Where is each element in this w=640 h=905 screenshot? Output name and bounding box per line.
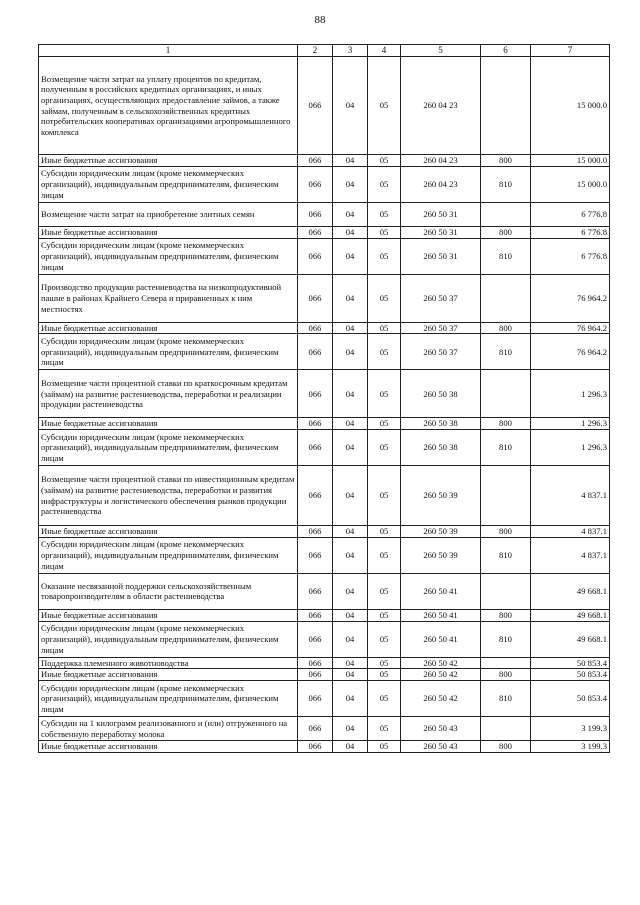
table-row — [39, 418, 610, 430]
row-name-cell: Производство продукции растениеводства на низкопродуктивной пашне в районах Крайнего Севера и приравненных к ним местностях — [39, 274, 298, 322]
section-cell: 04 — [333, 681, 368, 717]
amount-cell: 6 776.8 — [531, 226, 610, 238]
column-header: 7 — [531, 45, 610, 57]
table-row — [39, 573, 610, 609]
row-name-cell: Иные бюджетные ассигнования — [39, 669, 298, 681]
subsection-cell: 05 — [368, 334, 401, 370]
amount-cell: 3 199.3 — [531, 717, 610, 741]
amount-cell: 6 776.8 — [531, 238, 610, 274]
subsection-cell: 05 — [368, 621, 401, 657]
target-article-cell: 260 50 38 — [401, 430, 481, 466]
amount-cell: 1 296.3 — [531, 418, 610, 430]
target-article-cell: 260 50 43 — [401, 717, 481, 741]
amount-cell: 4 837.1 — [531, 466, 610, 526]
subsection-cell: 05 — [368, 57, 401, 155]
admin-code-cell: 066 — [298, 418, 333, 430]
section-cell: 04 — [333, 573, 368, 609]
subsection-cell: 05 — [368, 322, 401, 334]
row-name-cell: Субсидии юридическим лицам (кроме некоммерческих организаций), индивидуальным предпринимателям, физическим лицам — [39, 621, 298, 657]
column-header: 4 — [368, 45, 401, 57]
admin-code-cell: 066 — [298, 155, 333, 167]
expense-type-cell — [481, 370, 531, 418]
row-name-cell: Иные бюджетные ассигнования — [39, 226, 298, 238]
target-article-cell: 260 50 42 — [401, 681, 481, 717]
table-row — [39, 57, 610, 155]
admin-code-cell: 066 — [298, 669, 333, 681]
target-article-cell: 260 50 38 — [401, 370, 481, 418]
table-row — [39, 274, 610, 322]
expense-type-cell — [481, 202, 531, 226]
admin-code-cell: 066 — [298, 334, 333, 370]
target-article-cell: 260 04 23 — [401, 57, 481, 155]
target-article-cell: 260 04 23 — [401, 155, 481, 167]
expense-type-cell: 800 — [481, 155, 531, 167]
row-name-cell: Возмещение части затрат на приобретение элитных семян — [39, 202, 298, 226]
expense-type-cell: 810 — [481, 166, 531, 202]
amount-cell: 1 296.3 — [531, 430, 610, 466]
expense-type-cell: 810 — [481, 334, 531, 370]
expense-type-cell: 810 — [481, 537, 531, 573]
row-name-cell: Иные бюджетные ассигнования — [39, 418, 298, 430]
expense-type-cell — [481, 657, 531, 669]
amount-cell: 76 964.2 — [531, 322, 610, 334]
subsection-cell: 05 — [368, 657, 401, 669]
admin-code-cell: 066 — [298, 657, 333, 669]
section-cell: 04 — [333, 657, 368, 669]
admin-code-cell: 066 — [298, 466, 333, 526]
subsection-cell: 05 — [368, 155, 401, 167]
row-name-cell: Субсидии юридическим лицам (кроме некоммерческих организаций), индивидуальным предпринимателям, физическим лицам — [39, 238, 298, 274]
table-row — [39, 238, 610, 274]
table-row — [39, 466, 610, 526]
amount-cell: 6 776.8 — [531, 202, 610, 226]
admin-code-cell: 066 — [298, 57, 333, 155]
expense-type-cell: 800 — [481, 526, 531, 538]
table-row — [39, 226, 610, 238]
expense-type-cell — [481, 573, 531, 609]
amount-cell: 49 668.1 — [531, 609, 610, 621]
admin-code-cell: 066 — [298, 681, 333, 717]
column-header: 3 — [333, 45, 368, 57]
table-row — [39, 669, 610, 681]
target-article-cell: 260 50 38 — [401, 418, 481, 430]
row-name-cell: Поддержка племенного животноводства — [39, 657, 298, 669]
section-cell: 04 — [333, 717, 368, 741]
subsection-cell: 05 — [368, 166, 401, 202]
admin-code-cell: 066 — [298, 370, 333, 418]
subsection-cell: 05 — [368, 430, 401, 466]
admin-code-cell: 066 — [298, 526, 333, 538]
target-article-cell: 260 50 42 — [401, 669, 481, 681]
target-article-cell: 260 50 37 — [401, 334, 481, 370]
table-row — [39, 717, 610, 741]
expense-type-cell — [481, 717, 531, 741]
column-header: 1 — [39, 45, 298, 57]
table-row — [39, 430, 610, 466]
table-row — [39, 155, 610, 167]
subsection-cell: 05 — [368, 466, 401, 526]
expense-type-cell — [481, 466, 531, 526]
amount-cell: 76 964.2 — [531, 334, 610, 370]
table-row — [39, 537, 610, 573]
column-header: 2 — [298, 45, 333, 57]
subsection-cell: 05 — [368, 526, 401, 538]
admin-code-cell: 066 — [298, 573, 333, 609]
target-article-cell: 260 50 31 — [401, 226, 481, 238]
subsection-cell: 05 — [368, 238, 401, 274]
expense-type-cell: 810 — [481, 430, 531, 466]
subsection-cell: 05 — [368, 717, 401, 741]
subsection-cell: 05 — [368, 669, 401, 681]
admin-code-cell: 066 — [298, 717, 333, 741]
row-name-cell: Иные бюджетные ассигнования — [39, 322, 298, 334]
admin-code-cell: 066 — [298, 430, 333, 466]
target-article-cell: 260 04 23 — [401, 166, 481, 202]
table-row — [39, 202, 610, 226]
table-row — [39, 370, 610, 418]
table-row — [39, 621, 610, 657]
amount-cell: 15 000.0 — [531, 155, 610, 167]
target-article-cell: 260 50 42 — [401, 657, 481, 669]
row-name-cell: Субсидии юридическим лицам (кроме некоммерческих организаций), индивидуальным предпринимателям, физическим лицам — [39, 430, 298, 466]
budget-table — [38, 44, 610, 753]
row-name-cell: Иные бюджетные ассигнования — [39, 155, 298, 167]
row-name-cell: Возмещение части процентной ставки по инвестиционным кредитам (займам) на развитие растениеводства, переработки и развития инфраструктуры и логистического обеспечения рынков продукции растениеводства — [39, 466, 298, 526]
expense-type-cell: 800 — [481, 609, 531, 621]
target-article-cell: 260 50 39 — [401, 537, 481, 573]
row-name-cell: Оказание несвязанной поддержки сельскохозяйственным товаропроизводителям в области растениеводства — [39, 573, 298, 609]
table-row — [39, 334, 610, 370]
target-article-cell: 260 50 39 — [401, 526, 481, 538]
section-cell: 04 — [333, 741, 368, 753]
section-cell: 04 — [333, 669, 368, 681]
section-cell: 04 — [333, 621, 368, 657]
subsection-cell: 05 — [368, 537, 401, 573]
row-name-cell: Возмещение части затрат на уплату процентов по кредитам, полученным в российских кредитных организациях, и иных организациях, осуществляющих предоставление займов, а также займам, полученным в сельскохозяйственных кредитных потребительских кооперативах организациями агропромышленного комплекса — [39, 57, 298, 155]
row-name-cell: Иные бюджетные ассигнования — [39, 526, 298, 538]
subsection-cell: 05 — [368, 418, 401, 430]
target-article-cell: 260 50 37 — [401, 322, 481, 334]
table-body — [39, 57, 610, 753]
table-row — [39, 609, 610, 621]
table-row — [39, 322, 610, 334]
admin-code-cell: 066 — [298, 238, 333, 274]
section-cell: 04 — [333, 238, 368, 274]
target-article-cell: 260 50 31 — [401, 238, 481, 274]
expense-type-cell: 810 — [481, 681, 531, 717]
target-article-cell: 260 50 41 — [401, 621, 481, 657]
section-cell: 04 — [333, 274, 368, 322]
target-article-cell: 260 50 43 — [401, 741, 481, 753]
amount-cell: 50 853.4 — [531, 657, 610, 669]
admin-code-cell: 066 — [298, 621, 333, 657]
subsection-cell: 05 — [368, 202, 401, 226]
section-cell: 04 — [333, 202, 368, 226]
column-header: 6 — [481, 45, 531, 57]
expense-type-cell: 800 — [481, 226, 531, 238]
amount-cell: 4 837.1 — [531, 537, 610, 573]
column-header: 5 — [401, 45, 481, 57]
admin-code-cell: 066 — [298, 537, 333, 573]
expense-type-cell: 800 — [481, 669, 531, 681]
admin-code-cell: 066 — [298, 322, 333, 334]
row-name-cell: Иные бюджетные ассигнования — [39, 741, 298, 753]
section-cell: 04 — [333, 155, 368, 167]
row-name-cell: Субсидии на 1 килограмм реализованного и (или) отгруженного на собственную переработку молока — [39, 717, 298, 741]
admin-code-cell: 066 — [298, 609, 333, 621]
target-article-cell: 260 50 41 — [401, 609, 481, 621]
section-cell: 04 — [333, 466, 368, 526]
subsection-cell: 05 — [368, 370, 401, 418]
section-cell: 04 — [333, 370, 368, 418]
row-name-cell: Иные бюджетные ассигнования — [39, 609, 298, 621]
amount-cell: 49 668.1 — [531, 573, 610, 609]
amount-cell: 3 199.3 — [531, 741, 610, 753]
amount-cell: 50 853.4 — [531, 681, 610, 717]
section-cell: 04 — [333, 526, 368, 538]
admin-code-cell: 066 — [298, 741, 333, 753]
page-number: 88 — [314, 14, 326, 26]
subsection-cell: 05 — [368, 609, 401, 621]
table-row — [39, 681, 610, 717]
expense-type-cell — [481, 57, 531, 155]
admin-code-cell: 066 — [298, 166, 333, 202]
table-row — [39, 657, 610, 669]
admin-code-cell: 066 — [298, 226, 333, 238]
expense-type-cell: 810 — [481, 621, 531, 657]
row-name-cell: Субсидии юридическим лицам (кроме некоммерческих организаций), индивидуальным предпринимателям, физическим лицам — [39, 681, 298, 717]
table-row — [39, 166, 610, 202]
target-article-cell: 260 50 37 — [401, 274, 481, 322]
expense-type-cell: 800 — [481, 322, 531, 334]
table-row — [39, 741, 610, 753]
section-cell: 04 — [333, 609, 368, 621]
table-row — [39, 526, 610, 538]
amount-cell: 76 964.2 — [531, 274, 610, 322]
subsection-cell: 05 — [368, 681, 401, 717]
section-cell: 04 — [333, 537, 368, 573]
row-name-cell: Субсидии юридическим лицам (кроме некоммерческих организаций), индивидуальным предпринимателям, физическим лицам — [39, 537, 298, 573]
target-article-cell: 260 50 31 — [401, 202, 481, 226]
subsection-cell: 05 — [368, 573, 401, 609]
subsection-cell: 05 — [368, 741, 401, 753]
subsection-cell: 05 — [368, 274, 401, 322]
amount-cell: 1 296.3 — [531, 370, 610, 418]
row-name-cell: Субсидии юридическим лицам (кроме некоммерческих организаций), индивидуальным предпринимателям, физическим лицам — [39, 166, 298, 202]
admin-code-cell: 066 — [298, 274, 333, 322]
section-cell: 04 — [333, 334, 368, 370]
amount-cell: 50 853.4 — [531, 669, 610, 681]
section-cell: 04 — [333, 322, 368, 334]
section-cell: 04 — [333, 166, 368, 202]
section-cell: 04 — [333, 57, 368, 155]
expense-type-cell: 810 — [481, 238, 531, 274]
target-article-cell: 260 50 41 — [401, 573, 481, 609]
section-cell: 04 — [333, 418, 368, 430]
amount-cell: 15 000.0 — [531, 166, 610, 202]
expense-type-cell: 800 — [481, 741, 531, 753]
row-name-cell: Субсидии юридическим лицам (кроме некоммерческих организаций), индивидуальным предпринимателям, физическим лицам — [39, 334, 298, 370]
table-header-row — [39, 45, 610, 57]
expense-type-cell: 800 — [481, 418, 531, 430]
amount-cell: 4 837.1 — [531, 526, 610, 538]
amount-cell: 15 000.0 — [531, 57, 610, 155]
section-cell: 04 — [333, 226, 368, 238]
expense-type-cell — [481, 274, 531, 322]
section-cell: 04 — [333, 430, 368, 466]
amount-cell: 49 668.1 — [531, 621, 610, 657]
admin-code-cell: 066 — [298, 202, 333, 226]
row-name-cell: Возмещение части процентной ставки по краткосрочным кредитам (займам) на развитие растениеводства, переработки и реализации продукции растениеводства — [39, 370, 298, 418]
target-article-cell: 260 50 39 — [401, 466, 481, 526]
subsection-cell: 05 — [368, 226, 401, 238]
